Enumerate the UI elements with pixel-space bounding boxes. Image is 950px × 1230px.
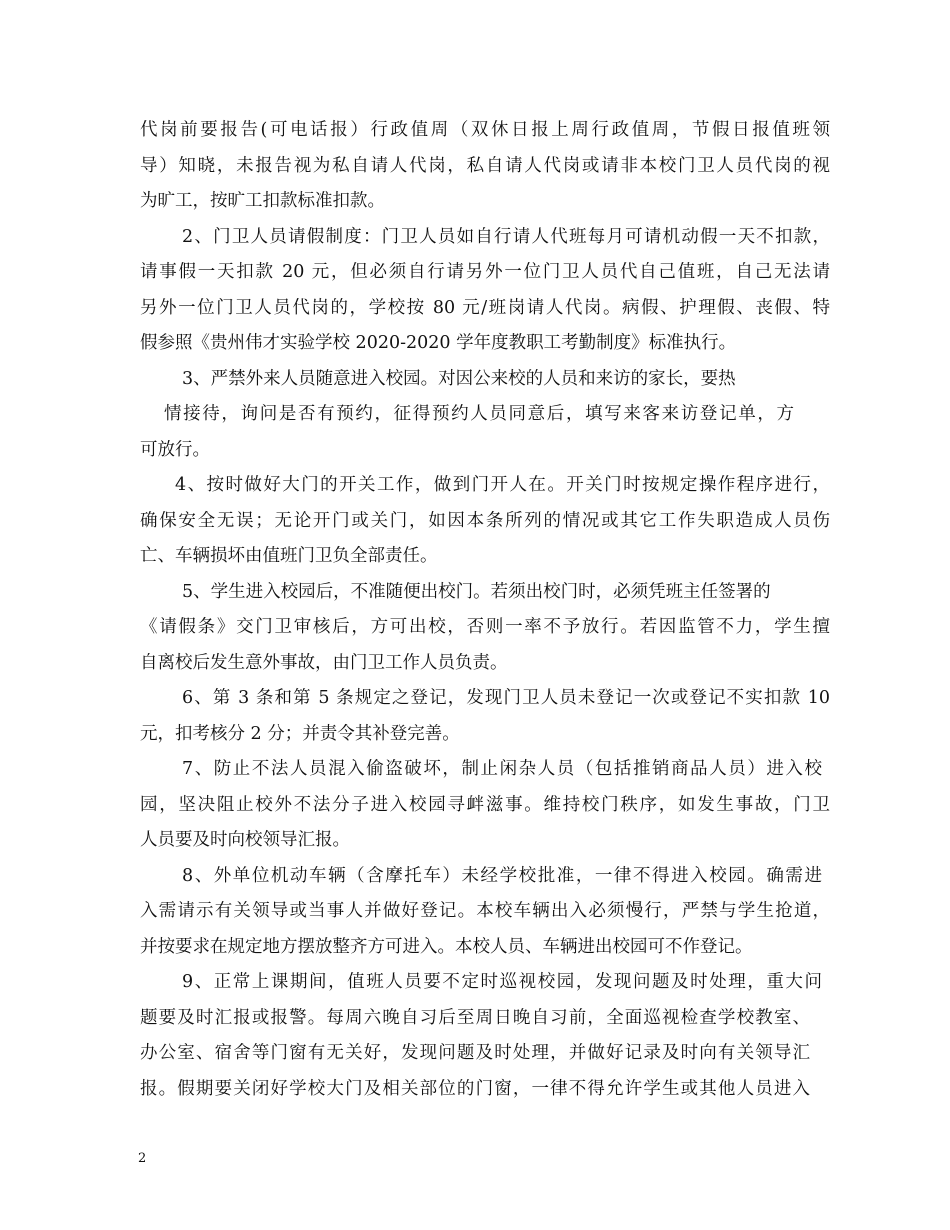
text-line: 办公室、宿舍等门窗有无关好，发现问题及时处理，并做好记录及时向有关领导汇 [140,1043,810,1063]
text-line: 代岗前要报告(可电话报）行政值周（双休日报上周行政值周，节假日报值班领 [140,120,830,140]
text-line: 元，扣考核分 2 分；并责令其补登完善。 [140,723,460,744]
text-line: 3、严禁外来人员随意进入校园。对因公来校的人员和来访的家长，要热 [182,368,736,389]
text-line: 确保安全无误；无论开门或关门，如因本条所列的情况或其它工作失职造成人员伤 [140,510,830,531]
text-line: 题要及时汇报或报警。每周六晚自习后至周日晚自习前，全面巡视检查学校教室、 [140,1007,810,1028]
text-line: 9、正常上课期间，值班人员要不定时巡视校园，发现问题及时处理，重大问 [182,972,822,992]
text-line: 7、防止不法人员混入偷盗破坏，制止闲杂人员（包括推销商品人员）进入校 [182,759,822,779]
text-line: 8、外单位机动车辆（含摩托车）未经学校批准，一律不得进入校园。确需进 [182,865,822,886]
text-line: 请事假一天扣款 20 元，但必须自行请另外一位门卫人员代自己值班，自己无法请 [140,262,830,282]
text-line: 假参照《贵州伟才实验学校 2020-2020 学年度教职工考勤制度》标准执行。 [140,333,737,353]
text-line: 自离校后发生意外事故，由门卫工作人员负责。 [140,652,508,673]
text-line: 报。假期要关闭好学校大门及相关部位的门窗，一律不得允许学生或其他人员进入 [140,1078,810,1099]
page-number: 2 [138,1151,147,1166]
text-line: 4、按时做好大门的开关工作，做到门开人在。开关门时按规定操作程序进行， [175,475,830,495]
text-line: 5、学生进入校园后，不准随便出校门。若须出校门时，必须凭班主任签署的 [182,581,771,602]
text-line: 情接待，询问是否有预约，征得预约人员同意后，填写来客来访登记单，方 [164,404,794,424]
text-line: 另外一位门卫人员代岗的，学校按 80 元/班岗请人代岗。病假、护理假、丧假、特 [140,297,830,318]
text-line: 为旷工，按旷工扣款标准扣款。 [140,191,385,211]
text-line: 园，坚决阻止校外不法分子进入校园寻衅滋事。维持校门秩序，如发生事故，门卫 [140,794,830,815]
text-line: 6、第 3 条和第 5 条规定之登记，发现门卫人员未登记一次或登记不实扣款 10 [182,688,830,708]
text-line: 导）知晓，未报告视为私自请人代岗，私自请人代岗或请非本校门卫人员代岗的视 [140,155,830,176]
document-body [140,113,830,1107]
text-line: 并按要求在规定地方摆放整齐方可进入。本校人员、车辆进出校园可不作登记。 [140,936,753,957]
text-line: 亡、车辆损坏由值班门卫负全部责任。 [140,546,438,566]
text-line: 入需请示有关领导或当事人并做好登记。本校车辆出入必须慢行，严禁与学生抢道， [140,901,830,921]
text-line: 《请假条》交门卫审核后，方可出校，否则一率不予放行。若因监管不力，学生擅 [140,617,830,637]
text-line: 人员要及时向校领导汇报。 [140,830,350,850]
text-line: 可放行。 [140,439,210,460]
text-line: 2、门卫人员请假制度：门卫人员如自行请人代班每月可请机动假一天不扣款， [182,226,830,247]
